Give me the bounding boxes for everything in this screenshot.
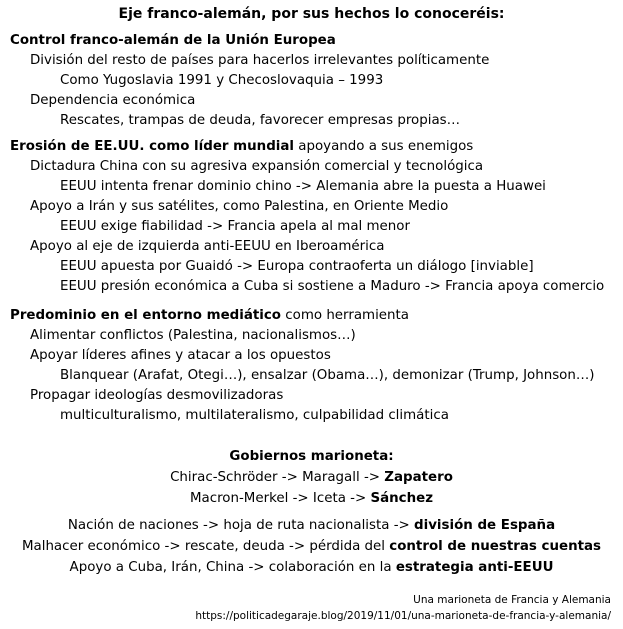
- sub-bullet-line: EEUU presión económica a Cuba si sostiene a Maduro -> Francia apoya comercio: [60, 279, 605, 294]
- heading-rest: como herramienta: [281, 308, 409, 323]
- sub-bullet-line: Blanquear (Arafat, Otegi…), ensalzar (Obama…), demonizar (Trump, Johnson…): [60, 368, 595, 383]
- page-title: Eje franco-alemán, por sus hechos lo conoceréis:: [118, 6, 505, 22]
- puppet-line: [0, 488, 623, 509]
- sub-bullet-line: EEUU apuesta por Guaidó -> Europa contraoferta un diálogo [inviable]: [60, 259, 534, 274]
- sub-bullet-line: multiculturalismo, multilateralismo, culpabilidad climática: [60, 408, 449, 423]
- consequence-line: [0, 515, 623, 536]
- sub-bullet-line: EEUU exige fiabilidad -> Francia apela al mal menor: [60, 219, 410, 234]
- bullet-line: Dictadura China con su agresiva expansión comercial y tecnológica: [30, 159, 484, 174]
- section-heading: [10, 31, 620, 51]
- consequences: [0, 515, 623, 578]
- section-heading: [10, 306, 620, 326]
- heading-rest: apoyando a sus enemigos: [294, 139, 474, 154]
- bullet-line: Apoyo al eje de izquierda anti-EEUU en Iberoamérica: [30, 239, 385, 254]
- section-heading: [10, 137, 620, 157]
- bullet-line: Propagar ideologías desmovilizadoras: [30, 388, 284, 403]
- footer-url[interactable]: https://politicadegaraje.blog/2019/11/01/una-marioneta-de-francia-y-alemania/: [195, 610, 611, 622]
- section-media: [10, 306, 620, 426]
- heading-bold: Erosión de EE.UU. como líder mundial: [10, 139, 294, 154]
- puppet-chain: Chirac-Schröder -> Maragall ->: [170, 470, 385, 485]
- sub-bullet-line: EEUU intenta frenar dominio chino -> Alemania abre la puesta a Huawei: [60, 179, 546, 194]
- bullet-line: División del resto de países para hacerlos irrelevantes políticamente: [30, 53, 490, 68]
- puppet-name: Zapatero: [384, 470, 453, 485]
- puppet-governments: [0, 446, 623, 509]
- consequence-line: [0, 536, 623, 557]
- puppet-line: [0, 467, 623, 488]
- bullet-line: Apoyar líderes afines y atacar a los opuestos: [30, 348, 331, 363]
- bullet-line: Apoyo a Irán y sus satélites, como Palestina, en Oriente Medio: [30, 199, 449, 214]
- sub-bullet-line: Rescates, trampas de deuda, favorecer empresas propias…: [60, 113, 461, 128]
- heading-bold: Control franco-alemán de la Unión Europea: [10, 33, 336, 48]
- bullet-line: Dependencia económica: [30, 93, 196, 108]
- section-us-erosion: [10, 137, 620, 297]
- heading-bold: Predominio en el entorno mediático: [10, 308, 282, 323]
- footer: [195, 592, 611, 624]
- footer-caption: Una marioneta de Francia y Alemania: [413, 594, 611, 606]
- section-eu-control: [10, 31, 620, 131]
- puppet-name: Sánchez: [370, 491, 434, 506]
- bullet-line: Alimentar conflictos (Palestina, nacionalismos…): [30, 328, 356, 343]
- puppet-chain: Macron-Merkel -> Iceta ->: [189, 491, 371, 506]
- sub-bullet-line: Como Yugoslavia 1991 y Checoslovaquia – 1993: [60, 73, 384, 88]
- consequence-highlight: estrategia anti-EEUU: [395, 560, 554, 575]
- consequence-highlight: división de España: [414, 518, 556, 533]
- consequence-highlight: control de nuestras cuentas: [389, 539, 602, 554]
- consequence-text: Nación de naciones -> hoja de ruta nacionalista ->: [67, 518, 415, 533]
- consequence-line: [0, 557, 623, 578]
- consequence-text: Apoyo a Cuba, Irán, China -> colaboración en la: [69, 560, 396, 575]
- puppet-heading: Gobiernos marioneta:: [229, 449, 394, 464]
- consequence-text: Malhacer económico -> rescate, deuda -> pérdida del: [21, 539, 390, 554]
